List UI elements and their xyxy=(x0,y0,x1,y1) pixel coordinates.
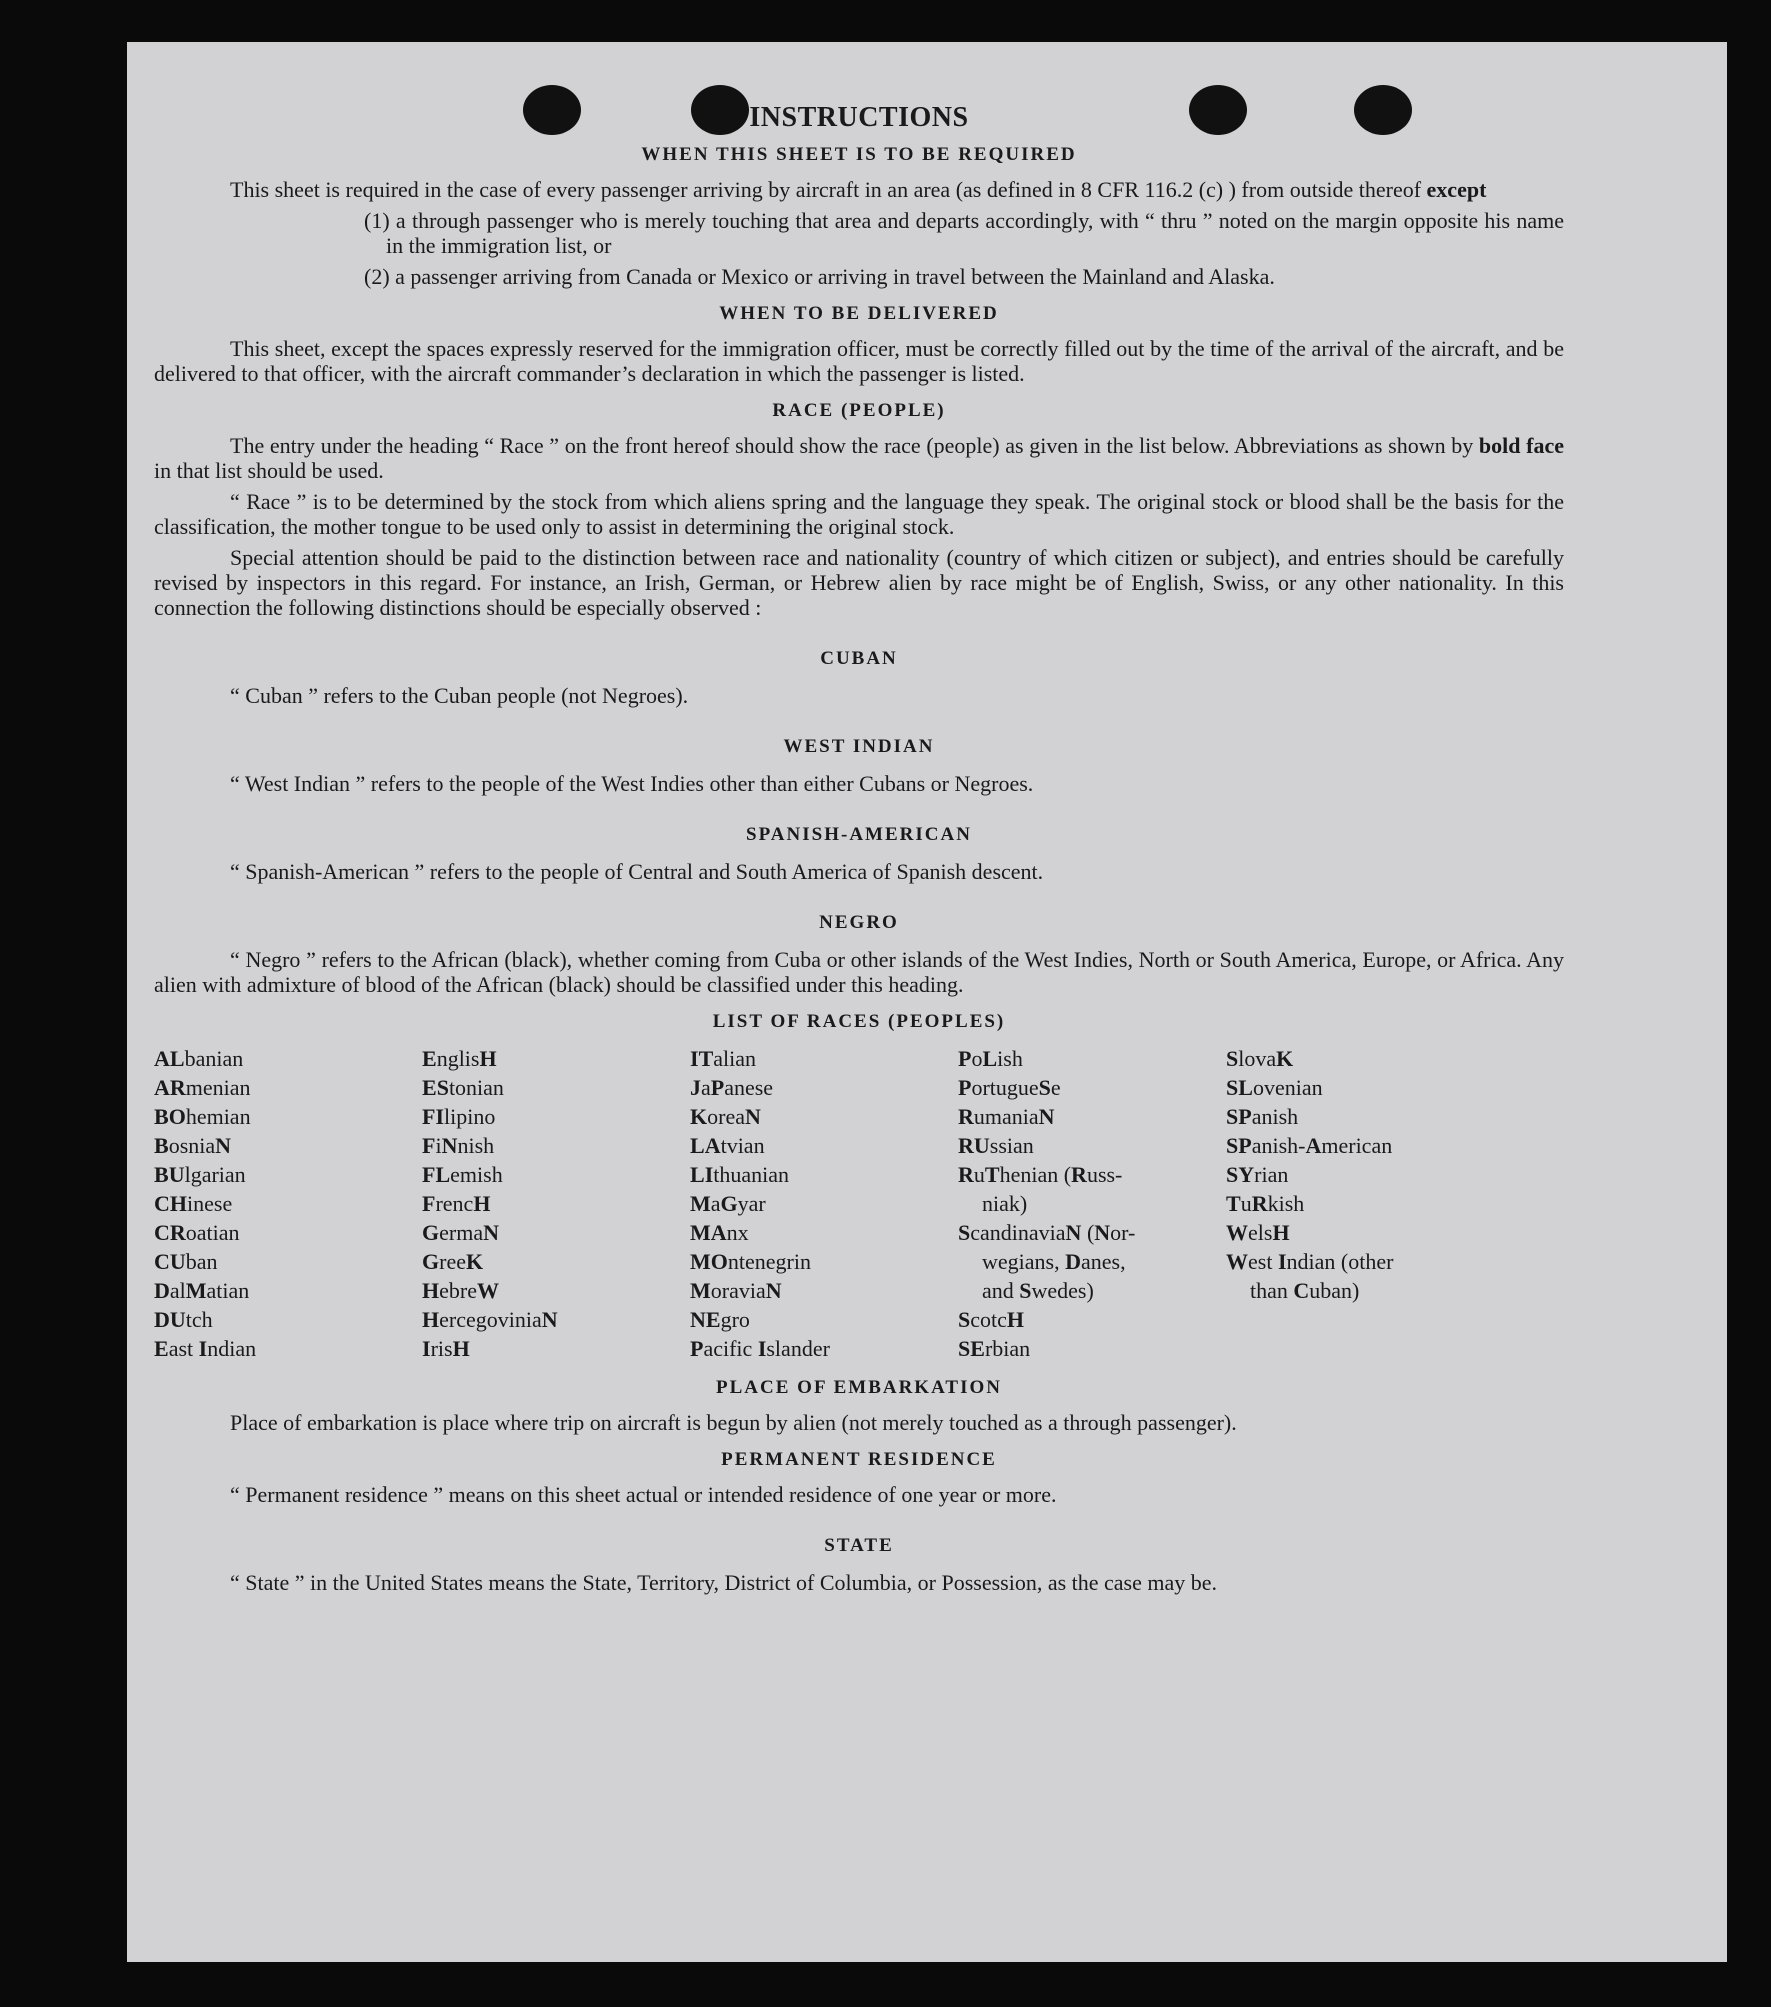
race-entry: PoLish xyxy=(958,1046,1023,1071)
spanish-american-text: “ Spanish-American ” refers to the people of Central and South America of Spanish descent. xyxy=(230,859,1044,884)
race-entry: MaGyar xyxy=(690,1191,766,1216)
race-entry: LAtvian xyxy=(690,1133,765,1158)
race-paragraph-3: Special attention should be paid to the distinction between race and nationality (country of which citizen or subject), and entries should be carefully revised by inspectors in this regard. For instance, an Irish, German, or Hebrew alien by race might be of English, Swiss, or any other nationality. In this connection the following distinctions should be especially observed : xyxy=(154,545,1564,620)
negro-text: “ Negro ” refers to the African (black), whether coming from Cuba or other islands of the West Indies, North or South America, Europe, or Africa. Any alien with admixture of blood of the African (black) should be classified under this heading. xyxy=(154,947,1564,997)
heading-negro: NEGRO xyxy=(819,912,899,933)
race-p1-bold: bold face xyxy=(1478,433,1564,458)
heading-spanish-american: SPANISH-AMERICAN xyxy=(746,824,972,845)
race-entry: IrisH xyxy=(422,1336,470,1361)
race-entry: SLovenian xyxy=(1226,1075,1323,1100)
race-entry: East Indian xyxy=(154,1336,257,1361)
race-entry: PortugueSe xyxy=(958,1075,1061,1100)
race-entry: FIlipino xyxy=(422,1104,496,1129)
race-entry: EStonian xyxy=(422,1075,504,1100)
race-entry: DUtch xyxy=(154,1307,213,1332)
race-entry: wegians, Danes, xyxy=(982,1249,1126,1274)
race-p1-text: The entry under the heading “ Race ” on the front hereof should show the race (people) as given in the list below. Abbreviations as shown by xyxy=(230,433,1474,458)
race-entry: ScandinaviaN (Nor- xyxy=(958,1220,1136,1245)
heading-west-indian: WEST INDIAN xyxy=(783,736,935,757)
race-entry: JaPanese xyxy=(690,1075,774,1100)
heading-race: RACE (PEOPLE) xyxy=(772,400,946,421)
heading-embarkation: PLACE OF EMBARKATION xyxy=(716,1377,1002,1398)
races-column-5 xyxy=(1226,1044,1464,1363)
when-delivered-text: This sheet, except the spaces expressly reserved for the immigration officer, must be correctly filled out by the time of the arrival of the aircraft, and be delivered to that officer, with the aircraft commander’s declaration in which the passenger is listed. xyxy=(154,336,1564,386)
race-entry: Pacific Islander xyxy=(690,1336,830,1361)
heading-when-required: WHEN THIS SHEET IS TO BE REQUIRED xyxy=(641,144,1077,165)
race-entry: DalMatian xyxy=(154,1278,250,1303)
race-entry: FiNnish xyxy=(422,1133,495,1158)
race-entry: MOntenegrin xyxy=(690,1249,811,1274)
race-entry: NEgro xyxy=(690,1307,750,1332)
race-entry: ScotcH xyxy=(958,1307,1025,1332)
when-required-intro xyxy=(154,177,1564,202)
race-entry: HercegoviniaN xyxy=(422,1307,558,1332)
embarkation-text: Place of embarkation is place where trip on aircraft is begun by alien (not merely touched as a through passenger). xyxy=(230,1410,1237,1435)
race-entry: and Swedes) xyxy=(982,1278,1094,1303)
race-paragraph-1 xyxy=(154,433,1564,483)
heading-when-delivered: WHEN TO BE DELIVERED xyxy=(719,303,999,324)
race-entry: ITalian xyxy=(690,1046,757,1071)
race-entry: ARmenian xyxy=(154,1075,251,1100)
heading-cuban: CUBAN xyxy=(820,648,898,669)
race-entry: FrencH xyxy=(422,1191,491,1216)
intro-bold: except xyxy=(1426,177,1487,202)
race-entry: GreeK xyxy=(422,1249,484,1274)
race-entry: SErbian xyxy=(958,1336,1031,1361)
race-entry: CUban xyxy=(154,1249,218,1274)
race-entry: SPanish xyxy=(1226,1104,1299,1129)
races-column-1 xyxy=(154,1044,422,1363)
race-entry: RuThenian (Russ- xyxy=(958,1162,1123,1187)
race-entry: MAnx xyxy=(690,1220,749,1245)
page-title: INSTRUCTIONS xyxy=(749,102,969,133)
race-entry: HebreW xyxy=(422,1278,499,1303)
race-entry: BOhemian xyxy=(154,1104,251,1129)
races-column-2 xyxy=(422,1044,690,1363)
race-entry: West Indian (other xyxy=(1226,1249,1394,1274)
race-entry: than Cuban) xyxy=(1250,1278,1360,1303)
intro-text: This sheet is required in the case of every passenger arriving by aircraft in an area (as defined in 8 CFR 116.2 (c) ) from outside thereof xyxy=(230,177,1422,202)
race-entry: SlovaK xyxy=(1226,1046,1294,1071)
exception-item-2: (2) a passenger arriving from Canada or Mexico or arriving in travel between the Mainland and Alaska. xyxy=(364,264,1275,289)
race-entry: SYrian xyxy=(1226,1162,1289,1187)
race-entry: KoreaN xyxy=(690,1104,761,1129)
race-entry: WelsH xyxy=(1226,1220,1290,1245)
race-entry: SPanish-American xyxy=(1226,1133,1393,1158)
race-paragraph-2: “ Race ” is to be determined by the stock from which aliens spring and the language they speak. The original stock or blood shall be the basis for the classification, the mother tongue to be used only to assist in determining the original stock. xyxy=(154,489,1564,539)
race-entry: EnglisH xyxy=(422,1046,497,1071)
race-entry: niak) xyxy=(982,1191,1028,1216)
race-entry: RumaniaN xyxy=(958,1104,1055,1129)
state-text: “ State ” in the United States means the State, Territory, District of Columbia, or Possession, as the case may be. xyxy=(230,1570,1218,1595)
heading-permanent-residence: PERMANENT RESIDENCE xyxy=(721,1449,997,1470)
heading-list-of-races: LIST OF RACES (PEOPLES) xyxy=(712,1011,1006,1032)
races-list xyxy=(154,1044,1564,1363)
race-entry: GermaN xyxy=(422,1220,499,1245)
race-entry: ALbanian xyxy=(154,1046,244,1071)
exception-item-1: (1) a through passenger who is merely touching that area and departs accordingly, with “ thru ” noted on the margin opposite his name in the immigration list, or xyxy=(364,208,1564,258)
race-entry: FLemish xyxy=(422,1162,503,1187)
race-entry: CHinese xyxy=(154,1191,233,1216)
races-column-4 xyxy=(958,1044,1226,1363)
race-entry: RUssian xyxy=(958,1133,1034,1158)
heading-state: STATE xyxy=(824,1535,894,1556)
race-entry: BosniaN xyxy=(154,1133,232,1158)
races-column-3 xyxy=(690,1044,958,1363)
west-indian-text: “ West Indian ” refers to the people of the West Indies other than either Cubans or Negroes. xyxy=(230,771,1034,796)
race-entry: MoraviaN xyxy=(690,1278,782,1303)
race-entry: LIthuanian xyxy=(690,1162,790,1187)
cuban-text: “ Cuban ” refers to the Cuban people (not Negroes). xyxy=(230,683,689,708)
race-p1-end: in that list should be used. xyxy=(154,458,384,483)
instructions-content xyxy=(154,102,1564,1595)
race-entry: TuRkish xyxy=(1226,1191,1305,1216)
permanent-residence-text: “ Permanent residence ” means on this sheet actual or intended residence of one year or more. xyxy=(230,1482,1057,1507)
race-entry: CRoatian xyxy=(154,1220,240,1245)
race-entry: BUlgarian xyxy=(154,1162,246,1187)
